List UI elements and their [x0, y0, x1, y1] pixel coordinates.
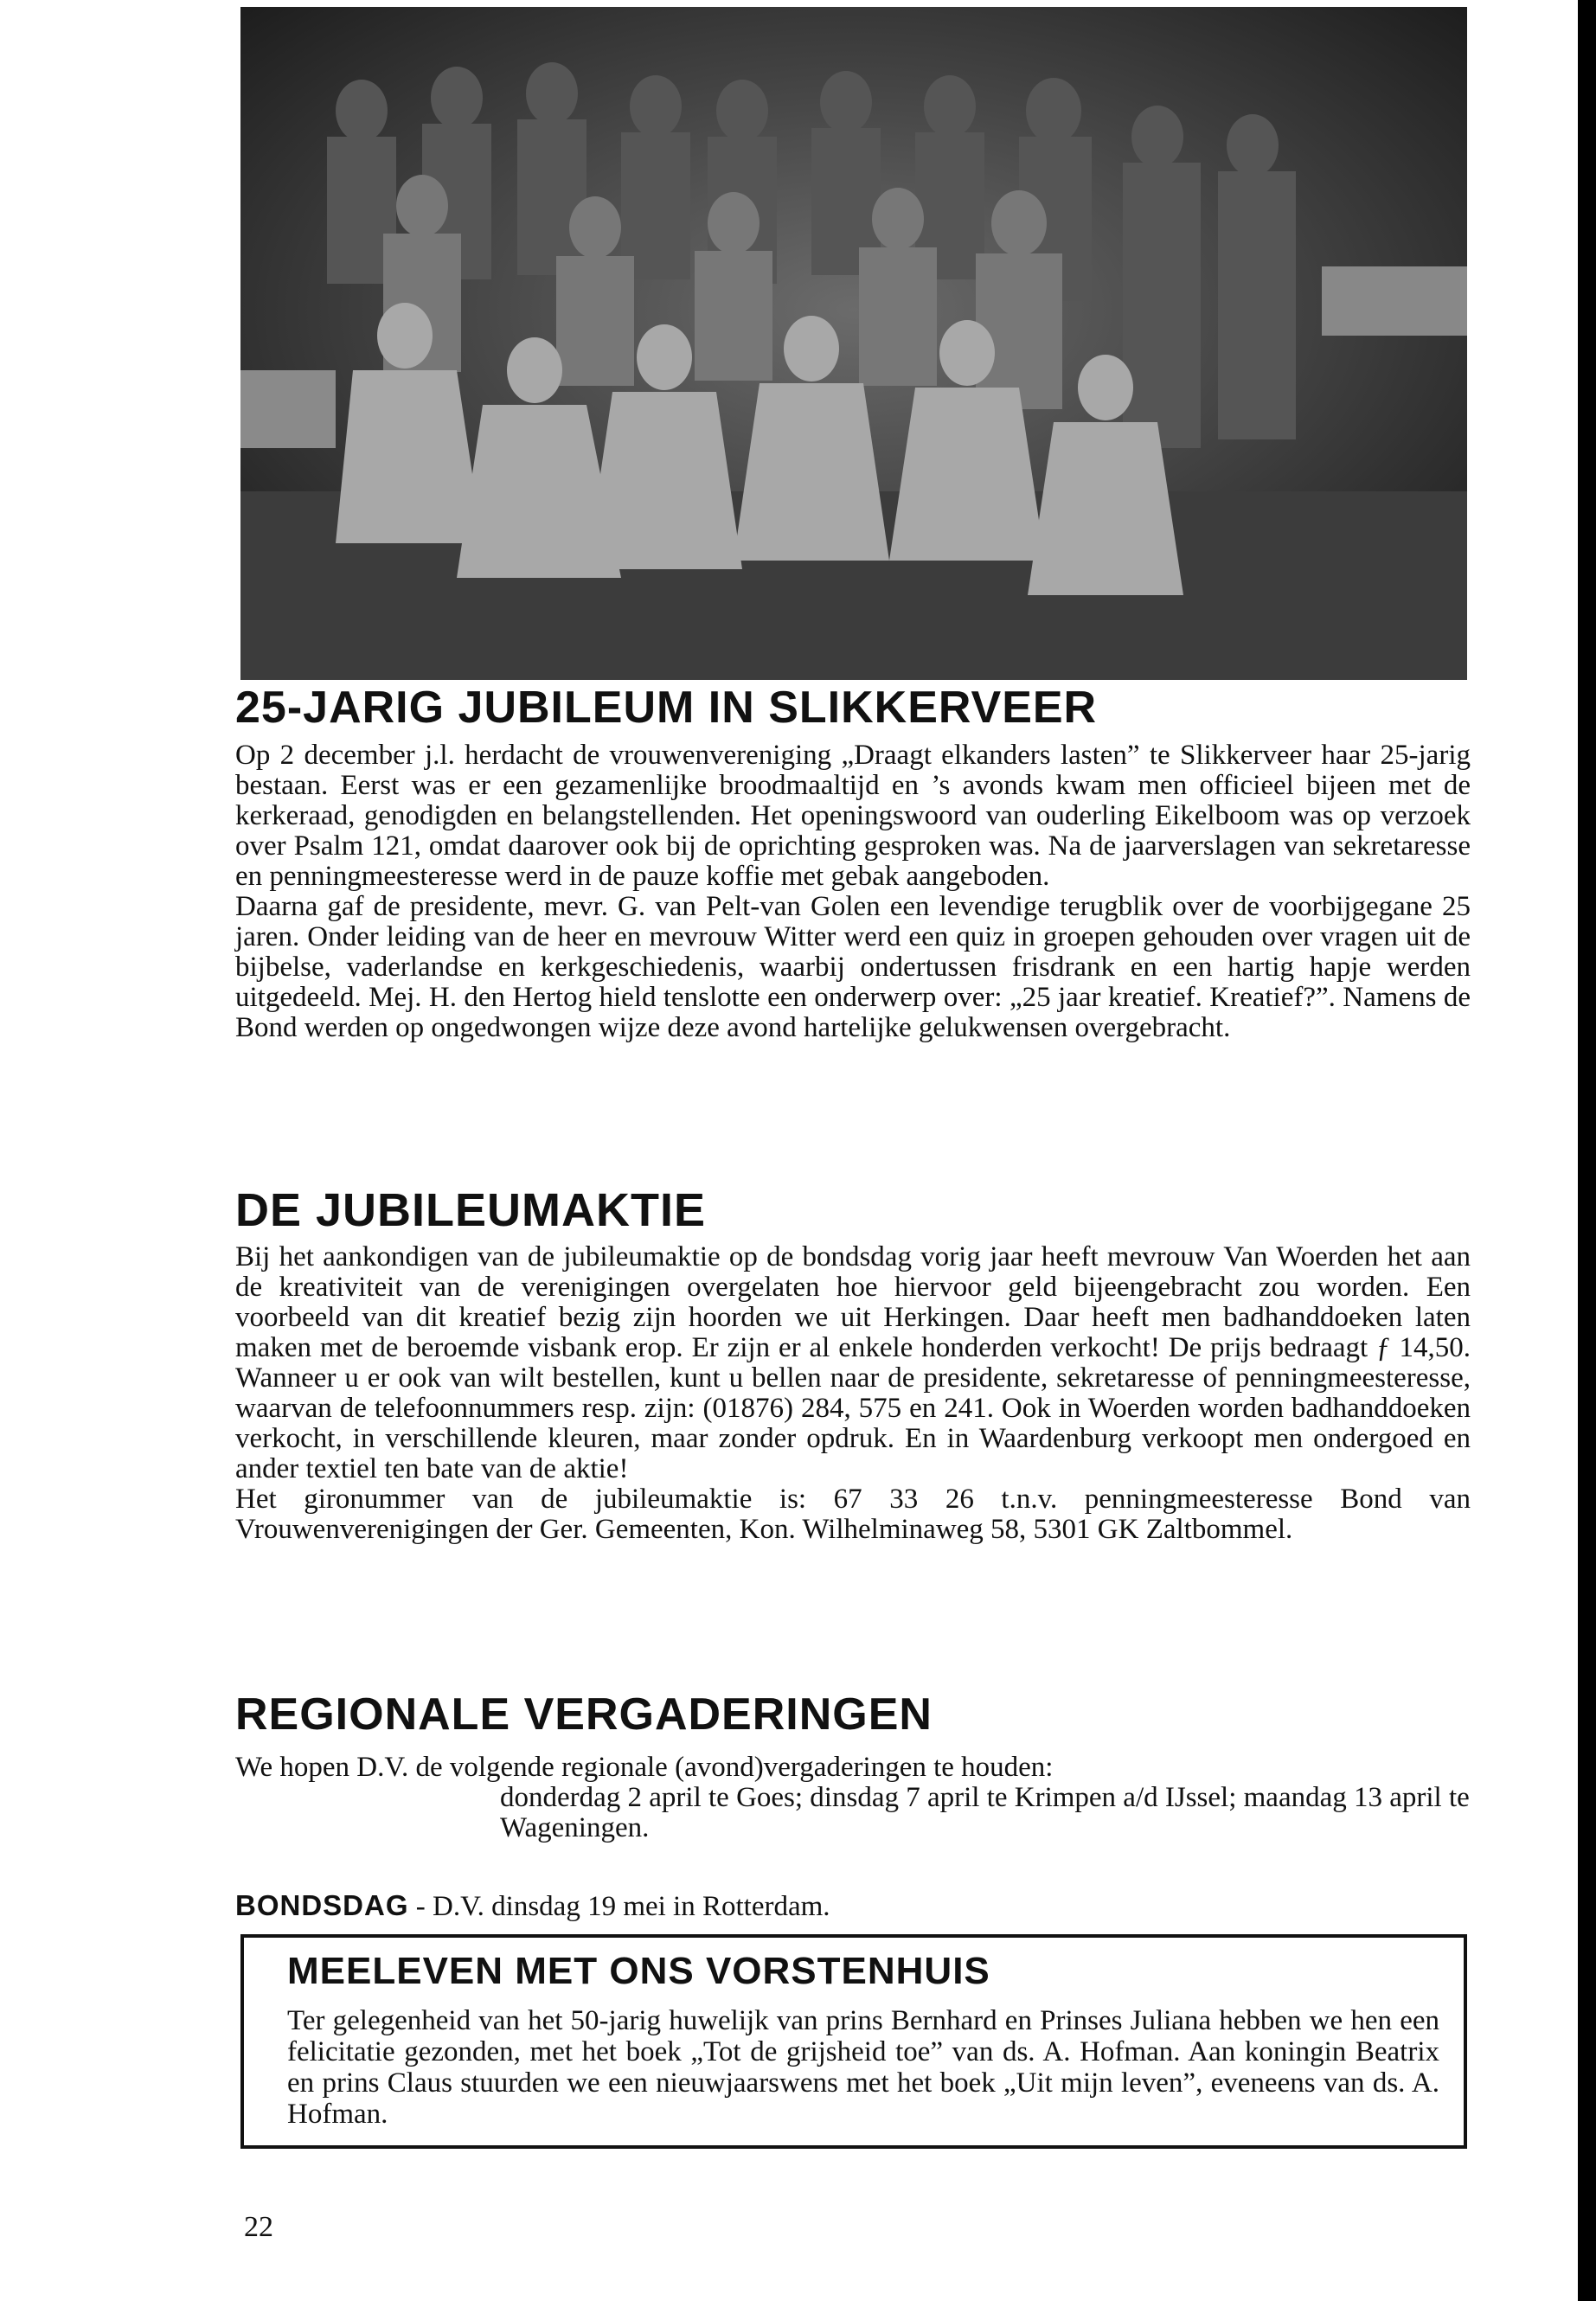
bondsdag-line: [235, 1889, 830, 1923]
article-jubileum-paragraph-1: Op 2 december j.l. herdacht de vrouwenvereniging „Draagt elkanders lasten” te Slikkerveer haar 25-jarig bestaan. Eerst was er een gezamenlijke broodmaaltijd en ’s avonds kwam men officieel bijeen met de kerkeraad, genodigden en belangstellenden. Het openingswoord van ouderling Eikelboom was op verzoek over Psalm 121, omdat daarover ook bij de oprichting gesproken was. Na de jaarverslagen van sekretaresse en penningmeesteresse werd in de pauze koffie met gebak aangeboden.: [235, 740, 1471, 892]
article-jubileumaktie-paragraph-1: Bij het aankondigen van de jubileumaktie op de bondsdag vorig jaar heeft mevrouw Van Woerden het aan de kreativiteit van de verenigingen overgelaten hoe hiervoor geld bijeengebracht zou worden. Een voorbeeld van dit kreatief bezig zijn hoorden we uit Herkingen. Daar heeft men badhanddoeken laten maken met de beroemde visbank erop. Er zijn er al enkele honderden verkocht! De prijs bedraagt ƒ 14,50. Wanneer u er ook van wilt bestellen, kunt u bellen naar de presidente, sekretaresse of penningmeesteresse, waarvan de telefoonnummers resp. zijn: (01876) 284, 575 en 241. Ook in Woerden worden badhanddoeken verkocht, in verschillende kleuren, maar zonder opdruk. En in Waardenburg verkoopt men ondergoed en ander textiel ten bate van de aktie!: [235, 1241, 1471, 1484]
page-number: 22: [244, 2211, 273, 2243]
article-jubileumaktie-body: [235, 1242, 1471, 1545]
article-title-jubileum: 25-JARIG JUBILEUM IN SLIKKERVEER: [235, 683, 1098, 733]
article-title-regionale: REGIONALE VERGADERINGEN: [235, 1689, 933, 1740]
vorstenhuis-body: Ter gelegenheid van het 50-jarig huwelijk van prins Bernhard en Prinses Juliana hebben we hen een felicitatie gezonden, met het boek „Tot de grijsheid toe” van ds. A. Hofman. Aan koningin Beatrix en prins Claus stuurden we een nieuwjaarswens met het boek „Uit mijn leven”, eveneens van ds. A. Hofman.: [287, 2005, 1439, 2130]
article-jubileum-paragraph-2: Daarna gaf de presidente, mevr. G. van Pelt-van Golen een levendige terugblik over de voorbijgegane 25 jaren. Onder leiding van de heer en mevrouw Witter werd een quiz in groepen gehouden over vragen uit de bijbelse, vaderlandse en kerkgeschiedenis, waarbij ondertussen frisdrank en een hartig hapje werden uitgedeeld. Mej. H. den Hertog hield tenslotte een onderwerp over: „25 jaar kreatief. Kreatief?”. Namens de Bond werden op ongedwongen wijze deze avond hartelijke gelukwensen overgebracht.: [235, 891, 1471, 1043]
vorstenhuis-box: [240, 1934, 1467, 2149]
page-edge-bar: [1578, 0, 1596, 2301]
regionale-dates: donderdag 2 april te Goes; dinsdag 7 april te Krimpen a/d IJssel; maandag 13 april te Wageningen.: [500, 1782, 1470, 1843]
group-photo: [240, 7, 1467, 680]
article-regionale-body: [235, 1753, 1471, 1843]
bondsdag-label: BONDSDAG: [235, 1889, 409, 1921]
regionale-intro: We hopen D.V. de volgende regionale (avond)vergaderingen te houden:: [235, 1752, 1054, 1783]
article-jubileumaktie-paragraph-2: Het gironummer van de jubileumaktie is: 67 33 26 t.n.v. penningmeesteresse Bond van Vrouwenverenigingen der Ger. Gemeenten, Kon. Wilhelminaweg 58, 5301 GK Zaltbommel.: [235, 1484, 1471, 1545]
group-photo-illustration: [240, 7, 1467, 680]
bondsdag-text: - D.V. dinsdag 19 mei in Rotterdam.: [408, 1891, 830, 1922]
article-jubileum-body: [235, 740, 1471, 1043]
vorstenhuis-title: MEELEVEN MET ONS VORSTENHUIS: [287, 1950, 990, 1992]
article-title-jubileumaktie: DE JUBILEUMAKTIE: [235, 1184, 707, 1236]
